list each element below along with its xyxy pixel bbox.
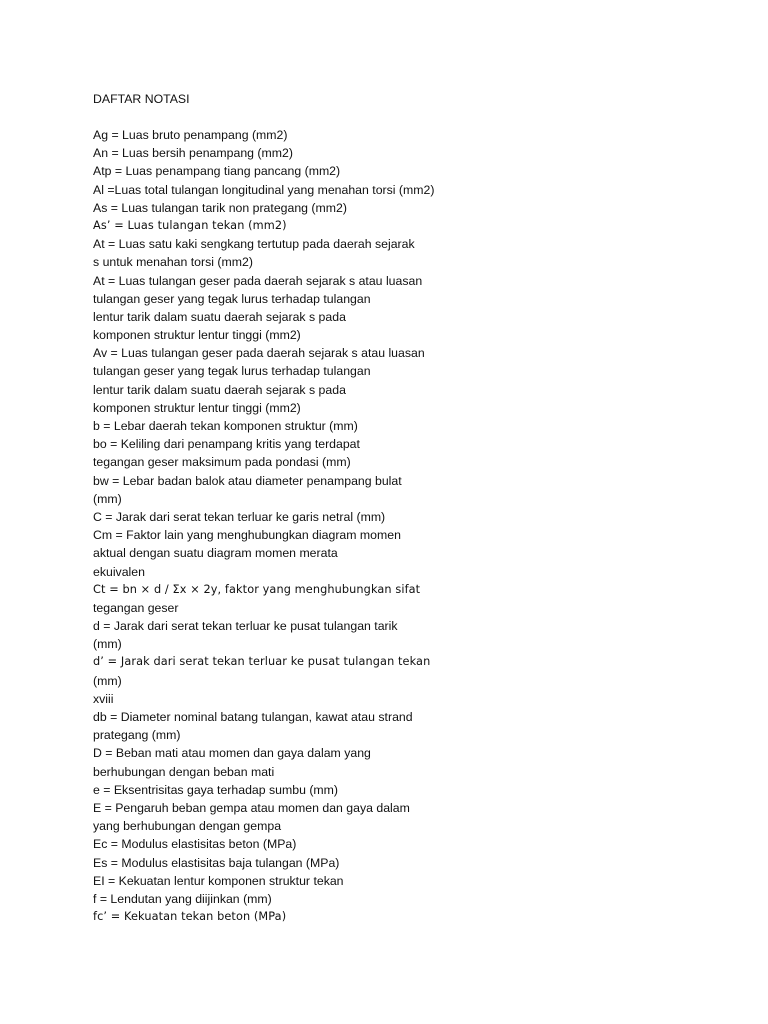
notation-line: bo = Keliling dari penampang kritis yang terdapat xyxy=(93,437,360,452)
notation-line: C = Jarak dari serat tekan terluar ke garis netral (mm) xyxy=(93,509,386,524)
notation-line: prategang (mm) xyxy=(93,728,181,743)
notation-line: fc’ = Kekuatan tekan beton (MPa) xyxy=(93,910,287,924)
notation-line: lentur tarik dalam suatu daerah sejarak s pada xyxy=(93,382,346,397)
notation-line: At = Luas tulangan geser pada daerah sejarak s atau luasan xyxy=(93,273,423,288)
notation-line: lentur tarik dalam suatu daerah sejarak s pada xyxy=(93,309,346,324)
notation-line: tegangan geser maksimum pada pondasi (mm) xyxy=(93,455,351,470)
notation-line: Ag = Luas bruto penampang (mm2) xyxy=(93,128,288,142)
notation-line: komponen struktur lentur tinggi (mm2) xyxy=(93,400,301,415)
notation-line: berhubungan dengan beban mati xyxy=(93,764,275,779)
notation-line: Ec = Modulus elastisitas beton (MPa) xyxy=(93,837,297,852)
notation-line: d = Jarak dari serat tekan terluar ke pusat tulangan tarik xyxy=(93,619,398,634)
notation-line: (mm) xyxy=(93,637,122,652)
notation-line: An = Luas bersih penampang (mm2) xyxy=(93,146,293,161)
notation-line: (mm) xyxy=(93,673,122,688)
notation-line: ekuivalen xyxy=(93,564,145,579)
notation-line: d’ = Jarak dari serat tekan terluar ke pusat tulangan tekan xyxy=(93,655,431,669)
notation-line: As’ = Luas tulangan tekan (mm2) xyxy=(93,218,287,232)
notation-line: EI = Kekuatan lentur komponen struktur tekan xyxy=(93,873,344,888)
notation-line: f = Lendutan yang diijinkan (mm) xyxy=(93,891,272,906)
notation-line: Ct = bn × d / Σx × 2y, faktor yang menghubungkan sifat xyxy=(93,582,421,596)
notation-line: Atp = Luas penampang tiang pancang (mm2) xyxy=(93,164,341,179)
document-title: DAFTAR NOTASI xyxy=(93,92,190,106)
notation-list xyxy=(93,126,434,926)
notation-line: yang berhubungan dengan gempa xyxy=(93,819,282,834)
notation-line: D = Beban mati atau momen dan gaya dalam yang xyxy=(93,746,371,761)
notation-line: aktual dengan suatu diagram momen merata xyxy=(93,546,338,561)
notation-line: komponen struktur lentur tinggi (mm2) xyxy=(93,328,301,343)
notation-line: At = Luas satu kaki sengkang tertutup pada daerah sejarak xyxy=(93,237,415,252)
page-number: xviii xyxy=(93,691,114,706)
notation-line: E = Pengaruh beban gempa atau momen dan gaya dalam xyxy=(93,800,410,815)
notation-line: Av = Luas tulangan geser pada daerah sejarak s atau luasan xyxy=(93,346,425,361)
notation-line: db = Diameter nominal batang tulangan, kawat atau strand xyxy=(93,710,413,724)
notation-line: s untuk menahan torsi (mm2) xyxy=(93,255,253,270)
notation-line: (mm) xyxy=(93,491,122,506)
notation-line: bw = Lebar badan balok atau diameter penampang bulat xyxy=(93,473,402,488)
notation-line: b = Lebar daerah tekan komponen struktur (mm) xyxy=(93,419,358,433)
notation-line: Al =Luas total tulangan longitudinal yang menahan torsi (mm2) xyxy=(93,182,435,197)
notation-line: As = Luas tulangan tarik non prategang (mm2) xyxy=(93,200,347,215)
notation-line: Es = Modulus elastisitas baja tulangan (MPa) xyxy=(93,855,340,870)
notation-line: tulangan geser yang tegak lurus terhadap tulangan xyxy=(93,291,371,306)
notation-line: e = Eksentrisitas gaya terhadap sumbu (mm) xyxy=(93,782,339,797)
notation-line: Cm = Faktor lain yang menghubungkan diagram momen xyxy=(93,528,401,543)
notation-line: tegangan geser xyxy=(93,600,179,615)
notation-line: tulangan geser yang tegak lurus terhadap tulangan xyxy=(93,364,371,379)
